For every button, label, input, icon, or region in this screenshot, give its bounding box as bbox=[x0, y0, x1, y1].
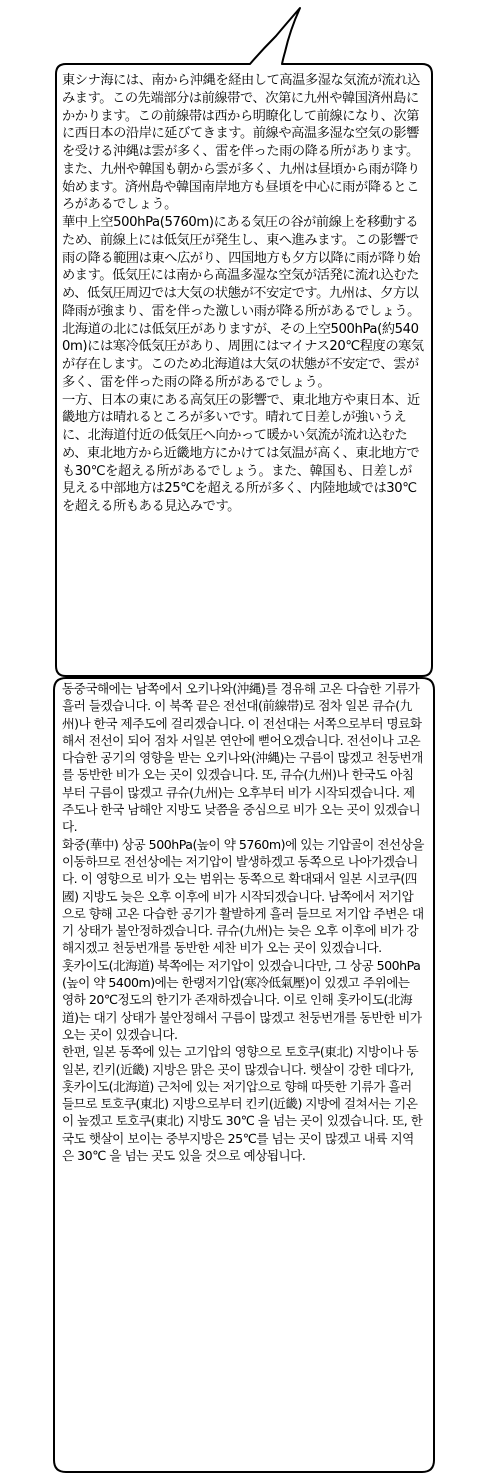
japanese-forecast-text bbox=[62, 72, 424, 516]
jp-paragraph-3: 北海道の北には低気圧がありますが、その上空500hPa(約5400m)には寒冷低気圧があり、周囲にはマイナス20℃程度の寒気が存在します。このため北海道は大気の状態が不安定で、雲が多く、雷を伴った雨の降る所があるでしょう。 bbox=[62, 321, 424, 390]
jp-paragraph-1: 東シナ海には、南から沖縄を経由して高温多湿な気流が流れ込みます。この先端部分は前線帯で、次第に九州や韓国済州島にかかります。この前線帯は西から明瞭化して前線になり、次第に西日本の沿岸に延びてきます。前線や高温多湿な空気の影響を受ける沖縄は雲が多く、雷を伴った雨の降る所があります。また、九州や韓国も朝から雲が多く、九州は昼頃から雨が降り始めます。済州島や韓国南岸地方も昼頃を中心に雨が降るところがあるでしょう。 bbox=[62, 73, 421, 213]
kr-paragraph-4: 한편, 일본 동쪽에 있는 고기압의 영향으로 토호쿠(東北) 지방이나 동일본, 킨키(近畿) 지방은 맑은 곳이 많겠습니다. 햇살이 강한 데다가, 홋카이도(北海道) 근처에 있는 저기압으로 향해 따뜻한 기류가 흘러 들므로 토호쿠(東北) 지방으로부터 킨키(近畿) 지방에 걸쳐서는 기온이 높겠고 토호쿠(東北) 지방도 30℃ 을 넘는 곳이 있겠습니다. 또, 한국도 햇살이 보이는 중부지방은 25℃를 넘는 곳이 많겠고 내륙 지역은 30℃ 을 넘는 곳도 있을 것으로 예상됩니다. bbox=[62, 1044, 423, 1164]
jp-paragraph-4: 一方、日本の東にある高気圧の影響で、東北地方や東日本、近畿地方は晴れるところが多いです。晴れて日差しが強いうえに、北海道付近の低気圧へ向かって暖かい気流が流れ込むため、東北地方から近畿地方にかけては気温が高く、東北地方でも30℃を超える所があるでしょう。また、韓国も、日差しが見える中部地方は25℃を超える所が多く、内陸地域では30℃を超える所もある見込みです。 bbox=[62, 392, 420, 514]
kr-paragraph-2: 화중(華中) 상공 500hPa(높이 약 5760m)에 있는 기압골이 전선상을 이동하므로 전선상에는 저기압이 발생하겠고 동쪽으로 나아가겠습니다. 이 영향으로 비가 오는 범위는 동쪽으로 확대돼서 일본 시코쿠(四國) 지방도 늦은 오후 이후에 비가 시작되겠습니다. 남쪽에서 저기압으로 향해 고온 다습한 공기가 활발하게 흘러 들므로 저기압 주변은 대기 상태가 불안정하겠습니다. 큐슈(九州)는 늦은 오후 이후에 비가 강해지겠고 천둥번개를 동반한 세찬 비가 오는 곳이 있겠습니다. bbox=[62, 836, 424, 956]
kr-paragraph-3: 홋카이도(北海道) 북쪽에는 저기압이 있겠습니다만, 그 상공 500hPa(높이 약 5400m)에는 한랭저기압(寒冷低氣壓)이 있겠고 주위에는 영하 20℃정도의 한기가 존재하겠습니다. 이로 인해 홋카이도(北海道)는 대기 상태가 불안정해서 구름이 많겠고 천둥번개를 동반한 비가 오는 곳이 있겠습니다. bbox=[62, 957, 422, 1042]
jp-paragraph-2: 華中上空500hPa(5760m)にある気圧の谷が前線上を移動するため、前線上には低気圧が発生し、東へ進みます。この影響で雨の降る範囲は東へ広がり、四国地方も夕方以降に雨が降り始めます。低気圧には南から高温多湿な空気が活発に流れ込むため、低気圧周辺では大気の状態が不安定です。九州は、夕方以降雨が強まり、雷を伴った激しい雨が降る所があるでしょう。 bbox=[62, 215, 421, 319]
korean-forecast-text bbox=[62, 680, 424, 1164]
kr-paragraph-1: 동중국해에는 남쪽에서 오키나와(沖縄)를 경유해 고온 다습한 기류가 흘러 들겠습니다. 이 북쪽 끝은 전선대(前線帯)로 점차 일본 큐슈(九州)나 한국 제주도에 걸리겠습니다. 이 전선대는 서쪽으로부터 명료화해서 전선이 되어 점차 서일본 연안에 뻗어오겠습니다. 전선이나 고온 다습한 공기의 영향을 받는 오키나와(沖縄)는 구름이 많겠고 천둥번개를 동반한 비가 오는 곳이 있겠습니다. 또, 큐슈(九州)나 한국도 아침부터 구름이 많겠고 큐슈(九州)는 오후부터 비가 시작되겠습니다. 제주도나 한국 남해안 지방도 낮쯤을 중심으로 비가 오는 곳이 있겠습니다. bbox=[62, 681, 423, 835]
